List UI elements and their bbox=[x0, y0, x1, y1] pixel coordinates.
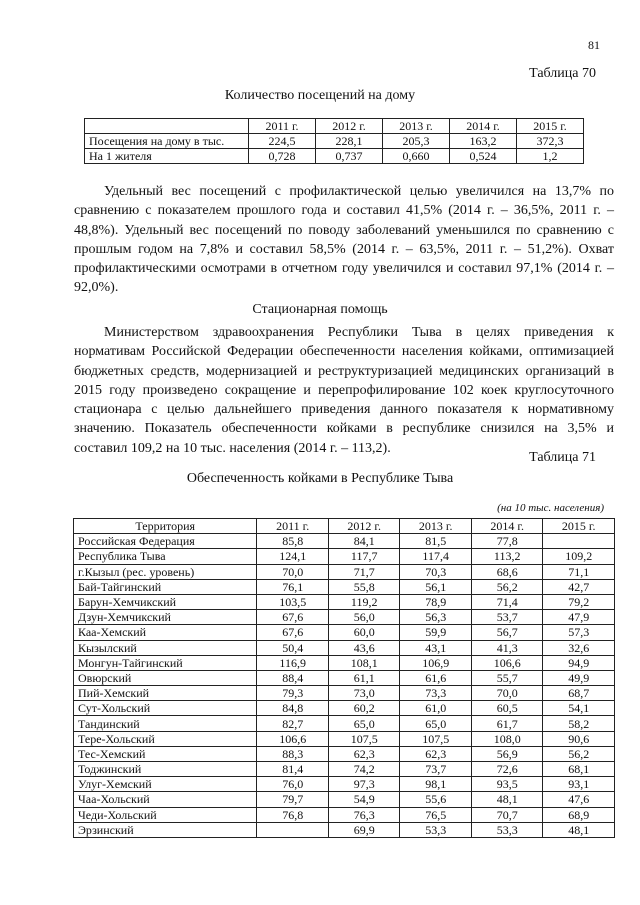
value-cell: 106,6 bbox=[471, 655, 543, 670]
value-cell: 61,7 bbox=[471, 716, 543, 731]
value-cell: 108,0 bbox=[471, 731, 543, 746]
value-cell: 0,524 bbox=[450, 149, 517, 164]
row-label: Барун-Хемчикский bbox=[74, 594, 257, 609]
paragraph-inpatient-care: Министерством здравоохранения Республики Тыва в целях приведения к нормативам Российской Федерации обеспеченности населения койками, оптимизацией бюджетных средств, модернизацией и реструктуризацией медицинских организаций в 2015 году произведено сокращение и перепрофилирование 102 коек круглосуточного стационара с целью дальнейшего приведения данного показателя к нормативному значению. Показатель обеспеченности койками в республике снизился на 3,5% и составил 109,2 на 10 тыс. населения (2014 г. – 113,2). bbox=[74, 325, 614, 456]
value-cell: 70,0 bbox=[471, 686, 543, 701]
header-year: 2013 г. bbox=[400, 519, 472, 534]
value-cell: 43,6 bbox=[328, 640, 400, 655]
header-territory: Территория bbox=[74, 519, 257, 534]
value-cell: 55,8 bbox=[328, 579, 400, 594]
value-cell: 93,1 bbox=[543, 777, 615, 792]
value-cell: 41,3 bbox=[471, 640, 543, 655]
value-cell: 47,6 bbox=[543, 792, 615, 807]
value-cell: 65,0 bbox=[400, 716, 472, 731]
row-label: Эрзинский bbox=[74, 822, 257, 837]
value-cell: 56,3 bbox=[400, 610, 472, 625]
value-cell: 88,4 bbox=[257, 670, 329, 685]
value-cell: 56,7 bbox=[471, 625, 543, 640]
value-cell: 94,9 bbox=[543, 655, 615, 670]
page-number: 81 bbox=[588, 38, 600, 52]
table-row bbox=[74, 670, 615, 685]
value-cell: 61,6 bbox=[400, 670, 472, 685]
row-label: Чаа-Хольский bbox=[74, 792, 257, 807]
table-row bbox=[74, 701, 615, 716]
value-cell: 107,5 bbox=[328, 731, 400, 746]
value-cell: 67,6 bbox=[257, 625, 329, 640]
value-cell: 76,1 bbox=[257, 579, 329, 594]
value-cell: 106,9 bbox=[400, 655, 472, 670]
header-year: 2013 г. bbox=[383, 119, 450, 134]
value-cell bbox=[257, 822, 329, 837]
value-cell: 84,1 bbox=[328, 534, 400, 549]
value-cell: 42,7 bbox=[543, 579, 615, 594]
row-label: Чеди-Хольский bbox=[74, 807, 257, 822]
header-year: 2014 г. bbox=[471, 519, 543, 534]
value-cell: 73,7 bbox=[400, 762, 472, 777]
header-year: 2012 г. bbox=[316, 119, 383, 134]
value-cell: 79,7 bbox=[257, 792, 329, 807]
value-cell: 205,3 bbox=[383, 134, 450, 149]
value-cell: 79,3 bbox=[257, 686, 329, 701]
table-row bbox=[74, 686, 615, 701]
value-cell: 82,7 bbox=[257, 716, 329, 731]
value-cell: 61,0 bbox=[400, 701, 472, 716]
bed-supply-table bbox=[73, 518, 615, 838]
section-heading: Стационарная помощь bbox=[252, 302, 388, 317]
value-cell: 224,5 bbox=[249, 134, 316, 149]
table-71-label: Таблица 71 bbox=[529, 450, 596, 465]
value-cell: 57,3 bbox=[543, 625, 615, 640]
value-cell: 73,3 bbox=[400, 686, 472, 701]
value-cell: 69,9 bbox=[328, 822, 400, 837]
row-label: Монгун-Тайгинский bbox=[74, 655, 257, 670]
value-cell: 54,9 bbox=[328, 792, 400, 807]
value-cell: 50,4 bbox=[257, 640, 329, 655]
row-label: Тере-Хольский bbox=[74, 731, 257, 746]
value-cell: 90,6 bbox=[543, 731, 615, 746]
value-cell bbox=[543, 534, 615, 549]
value-cell: 55,7 bbox=[471, 670, 543, 685]
value-cell: 56,2 bbox=[471, 579, 543, 594]
header-year: 2011 г. bbox=[249, 119, 316, 134]
value-cell: 0,737 bbox=[316, 149, 383, 164]
value-cell: 60,2 bbox=[328, 701, 400, 716]
value-cell: 372,3 bbox=[517, 134, 584, 149]
table-row bbox=[74, 625, 615, 640]
table-row bbox=[74, 731, 615, 746]
table-row bbox=[74, 762, 615, 777]
value-cell: 84,8 bbox=[257, 701, 329, 716]
value-cell: 117,7 bbox=[328, 549, 400, 564]
row-label: Бай-Тайгинский bbox=[74, 579, 257, 594]
value-cell: 116,9 bbox=[257, 655, 329, 670]
value-cell: 71,1 bbox=[543, 564, 615, 579]
header-empty-cell bbox=[85, 119, 249, 134]
table-row bbox=[74, 777, 615, 792]
value-cell: 49,9 bbox=[543, 670, 615, 685]
paragraph-preventive-visits: Удельный вес посещений с профилактической целью увеличился на 13,7% по сравнению с показателем прошлого года и составил 41,5% (2014 г. – 36,5%, 2011 г. – 48,8%). Удельный вес посещений по поводу заболеваний уменьшился по сравнению с прошлым годом на 7,8% и составил 58,5% (2014 г. – 63,5%, 2011 г. – 51,2%). Охват профилактическими осмотрами в отчетном году увеличился и составил 97,1% (2014 г. – 92,0%). bbox=[74, 184, 614, 296]
table-row bbox=[74, 594, 615, 609]
value-cell: 70,0 bbox=[257, 564, 329, 579]
table-row bbox=[74, 549, 615, 564]
table-row bbox=[74, 564, 615, 579]
value-cell: 70,7 bbox=[471, 807, 543, 822]
value-cell: 70,3 bbox=[400, 564, 472, 579]
row-label: Тоджинский bbox=[74, 762, 257, 777]
table-70-title: Количество посещений на дому bbox=[224, 88, 416, 103]
row-label: На 1 жителя bbox=[85, 149, 249, 164]
row-label: Тандинский bbox=[74, 716, 257, 731]
value-cell: 103,5 bbox=[257, 594, 329, 609]
value-cell: 68,9 bbox=[543, 807, 615, 822]
value-cell: 43,1 bbox=[400, 640, 472, 655]
value-cell: 85,8 bbox=[257, 534, 329, 549]
table-row bbox=[85, 149, 584, 164]
value-cell: 59,9 bbox=[400, 625, 472, 640]
value-cell: 58,2 bbox=[543, 716, 615, 731]
value-cell: 53,7 bbox=[471, 610, 543, 625]
value-cell: 56,2 bbox=[543, 746, 615, 761]
header-year: 2015 г. bbox=[517, 119, 584, 134]
value-cell: 88,3 bbox=[257, 746, 329, 761]
table-row bbox=[74, 534, 615, 549]
row-label: Республика Тыва bbox=[74, 549, 257, 564]
value-cell: 117,4 bbox=[400, 549, 472, 564]
value-cell: 113,2 bbox=[471, 549, 543, 564]
row-label: Улуг-Хемский bbox=[74, 777, 257, 792]
header-year: 2015 г. bbox=[543, 519, 615, 534]
value-cell: 76,5 bbox=[400, 807, 472, 822]
value-cell: 98,1 bbox=[400, 777, 472, 792]
value-cell: 61,1 bbox=[328, 670, 400, 685]
table-row bbox=[74, 746, 615, 761]
table-row bbox=[74, 610, 615, 625]
value-cell: 77,8 bbox=[471, 534, 543, 549]
value-cell: 68,7 bbox=[543, 686, 615, 701]
value-cell: 32,6 bbox=[543, 640, 615, 655]
value-cell: 79,2 bbox=[543, 594, 615, 609]
header-year: 2011 г. bbox=[257, 519, 329, 534]
value-cell: 62,3 bbox=[328, 746, 400, 761]
table-header-row bbox=[74, 519, 615, 534]
value-cell: 76,3 bbox=[328, 807, 400, 822]
unit-note: (на 10 тыс. населения) bbox=[497, 502, 604, 514]
row-label: Дзун-Хемчикский bbox=[74, 610, 257, 625]
row-label: Посещения на дому в тыс. bbox=[85, 134, 249, 149]
value-cell: 228,1 bbox=[316, 134, 383, 149]
value-cell: 119,2 bbox=[328, 594, 400, 609]
value-cell: 107,5 bbox=[400, 731, 472, 746]
table-70-label: Таблица 70 bbox=[529, 66, 596, 81]
value-cell: 1,2 bbox=[517, 149, 584, 164]
value-cell: 72,6 bbox=[471, 762, 543, 777]
value-cell: 108,1 bbox=[328, 655, 400, 670]
value-cell: 68,1 bbox=[543, 762, 615, 777]
value-cell: 81,4 bbox=[257, 762, 329, 777]
value-cell: 97,3 bbox=[328, 777, 400, 792]
value-cell: 62,3 bbox=[400, 746, 472, 761]
value-cell: 106,6 bbox=[257, 731, 329, 746]
value-cell: 0,660 bbox=[383, 149, 450, 164]
row-label: Сут-Хольский bbox=[74, 701, 257, 716]
table-row bbox=[85, 134, 584, 149]
value-cell: 48,1 bbox=[543, 822, 615, 837]
value-cell: 76,8 bbox=[257, 807, 329, 822]
table-row bbox=[74, 579, 615, 594]
row-label: Российская Федерация bbox=[74, 534, 257, 549]
table-row bbox=[74, 716, 615, 731]
value-cell: 56,0 bbox=[328, 610, 400, 625]
value-cell: 55,6 bbox=[400, 792, 472, 807]
table-row bbox=[74, 655, 615, 670]
value-cell: 68,6 bbox=[471, 564, 543, 579]
value-cell: 56,1 bbox=[400, 579, 472, 594]
value-cell: 60,5 bbox=[471, 701, 543, 716]
value-cell: 53,3 bbox=[400, 822, 472, 837]
table-header-row bbox=[85, 119, 584, 134]
value-cell: 54,1 bbox=[543, 701, 615, 716]
header-year: 2014 г. bbox=[450, 119, 517, 134]
value-cell: 109,2 bbox=[543, 549, 615, 564]
table-71-title: Обеспеченность койками в Республике Тыва bbox=[186, 471, 454, 486]
value-cell: 56,9 bbox=[471, 746, 543, 761]
value-cell: 53,3 bbox=[471, 822, 543, 837]
value-cell: 93,5 bbox=[471, 777, 543, 792]
row-label: Кызылский bbox=[74, 640, 257, 655]
value-cell: 78,9 bbox=[400, 594, 472, 609]
row-label: г.Кызыл (рес. уровень) bbox=[74, 564, 257, 579]
value-cell: 67,6 bbox=[257, 610, 329, 625]
row-label: Тес-Хемский bbox=[74, 746, 257, 761]
value-cell: 74,2 bbox=[328, 762, 400, 777]
table-row bbox=[74, 792, 615, 807]
row-label: Овюрский bbox=[74, 670, 257, 685]
table-row bbox=[74, 807, 615, 822]
value-cell: 71,7 bbox=[328, 564, 400, 579]
value-cell: 124,1 bbox=[257, 549, 329, 564]
row-label: Каа-Хемский bbox=[74, 625, 257, 640]
value-cell: 60,0 bbox=[328, 625, 400, 640]
value-cell: 163,2 bbox=[450, 134, 517, 149]
value-cell: 47,9 bbox=[543, 610, 615, 625]
value-cell: 65,0 bbox=[328, 716, 400, 731]
value-cell: 76,0 bbox=[257, 777, 329, 792]
table-row bbox=[74, 822, 615, 837]
value-cell: 0,728 bbox=[249, 149, 316, 164]
value-cell: 48,1 bbox=[471, 792, 543, 807]
value-cell: 81,5 bbox=[400, 534, 472, 549]
row-label: Пий-Хемский bbox=[74, 686, 257, 701]
value-cell: 71,4 bbox=[471, 594, 543, 609]
visits-at-home-table bbox=[84, 118, 584, 164]
value-cell: 73,0 bbox=[328, 686, 400, 701]
table-row bbox=[74, 640, 615, 655]
header-year: 2012 г. bbox=[328, 519, 400, 534]
